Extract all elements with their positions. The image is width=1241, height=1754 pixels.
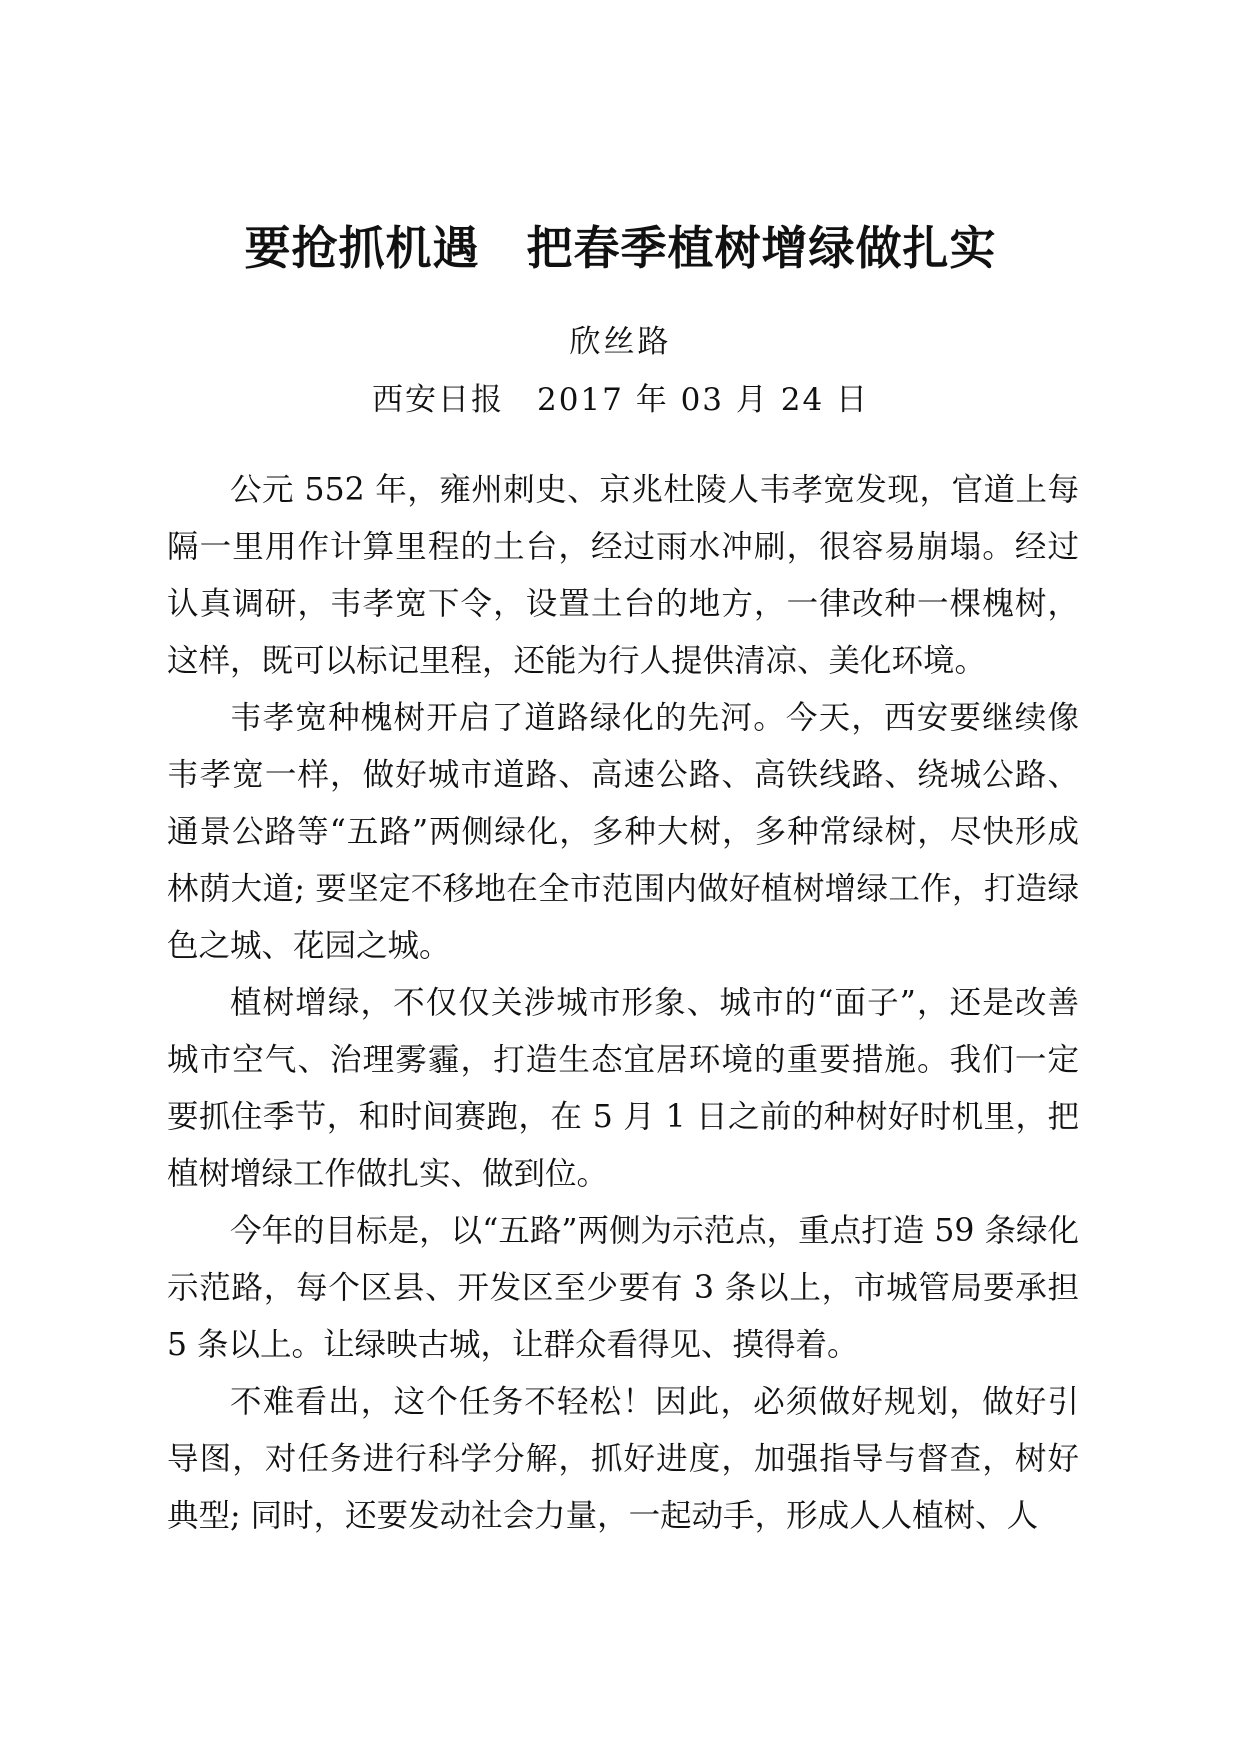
paragraph: 今年的目标是，以“五路”两侧为示范点，重点打造 59 条绿化示范路，每个区县、开发区至少要有 3 条以上，市城管局要承担 5 条以上。让绿映古城，让群众看得见、摸得着。	[167, 1213, 1079, 1363]
paragraph: 植树增绿，不仅仅关涉城市形象、城市的“面子”，还是改善城市空气、治理雾霾，打造生态宜居环境的重要措施。我们一定要抓住季节，和时间赛跑，在 5 月 1 日之前的种树好时机里，把植树增绿工作做扎实、做到位。	[167, 985, 1079, 1192]
paragraph: 公元 552 年，雍州刺史、京兆杜陵人韦孝宽发现，官道上每隔一里用作计算里程的土台，经过雨水冲刷，很容易崩塌。经过认真调研，韦孝宽下令，设置土台的地方，一律改种一棵槐树，这样，既可以标记里程，还能为行人提供清凉、美化环境。	[167, 472, 1079, 679]
article-body	[167, 462, 1079, 1545]
article-title: 要抢抓机遇 把春季植树增绿做扎实	[244, 221, 997, 275]
paragraph: 不难看出，这个任务不轻松！因此，必须做好规划，做好引导图，对任务进行科学分解，抓好进度，加强指导与督查，树好典型; 同时，还要发动社会力量，一起动手，形成人人植树、人	[167, 1384, 1079, 1534]
article-source-date: 西安日报 2017 年 03 月 24 日	[371, 382, 870, 418]
paragraph: 韦孝宽种槐树开启了道路绿化的先河。今天，西安要继续像韦孝宽一样，做好城市道路、高速公路、高铁线路、绕城公路、通景公路等“五路”两侧绿化，多种大树，多种常绿树，尽快形成林荫大道; 要坚定不移地在全市范围内做好植树增绿工作，打造绿色之城、花园之城。	[167, 700, 1079, 964]
article-author: 欣丝路	[569, 324, 672, 360]
